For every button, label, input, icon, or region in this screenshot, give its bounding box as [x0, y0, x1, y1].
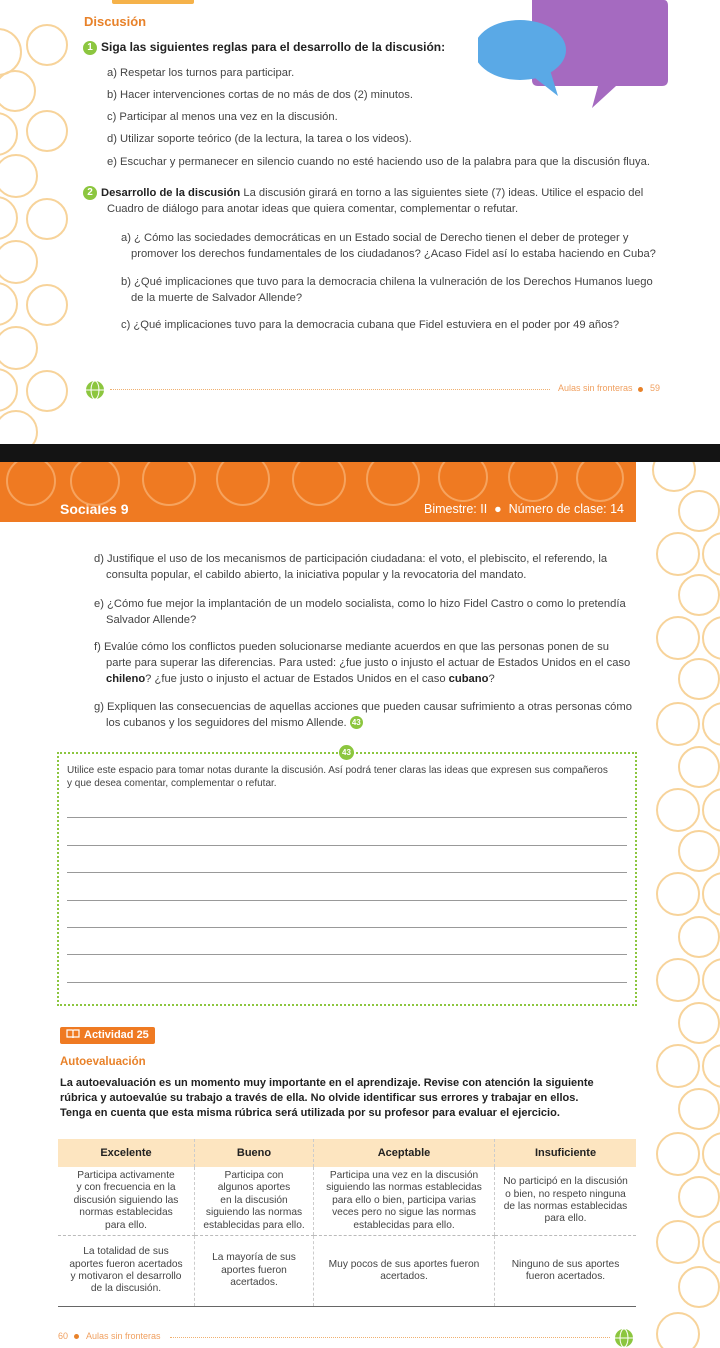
speech-bubbles-icon [478, 0, 668, 110]
notes-instruction-line1: Utilice este espacio para tomar notas durante la discusión. Así podrá tener claras las ideas que expresen sus compañeros [67, 765, 608, 776]
step-number-badge: 2 [83, 186, 97, 200]
rule-c: c) Participar al menos una vez en la discusión. [107, 111, 338, 123]
rubric-cell: La totalidad de sus aportes fueron acertados y motivaron el desarrollo de la discusión. [58, 1236, 195, 1307]
idea-a-line2: promover los derechos fundamentales de los ciudadanos? ¿Acaso Fidel así lo estaba haciendo en Cuba? [131, 248, 656, 260]
class-info: Bimestre: II ● Número de clase: 14 [423, 502, 624, 516]
decorative-circle [656, 1312, 700, 1348]
decorative-circle [702, 1044, 720, 1088]
idea-b-line2: de la muerte de Salvador Allende? [131, 292, 303, 304]
decorative-circle [702, 1220, 720, 1264]
decorative-circle [26, 24, 68, 66]
decorative-circle [702, 788, 720, 832]
notes-instruction-line2: y que desea comentar, complementar o refutar. [67, 778, 277, 789]
idea-g-line1: g) Expliquen las consecuencias de aquellas acciones que pueden causar sufrimiento a otras personas cómo [94, 701, 632, 713]
decorative-circle [0, 28, 22, 76]
decorative-circle [656, 1220, 700, 1264]
idea-f-line1: f) Evalúe cómo los conflictos pueden solucionarse mediante acuerdos en que las personas ponen de su [94, 641, 609, 653]
note-line[interactable] [67, 872, 627, 873]
idea-b-line1: b) ¿Qué implicaciones que tuvo para la democracia chilena la vulneración de los Derechos Humanos luego [121, 276, 653, 288]
idea-d-line1: d) Justifique el uso de los mecanismos de participación ciudadana: el voto, el plebiscito, el referendo, la [94, 553, 608, 565]
decorative-circle [678, 1088, 720, 1130]
subject-label: Sociales 9 [60, 501, 129, 517]
note-line[interactable] [67, 845, 627, 846]
decorative-circle [656, 532, 700, 576]
decorative-circle [0, 112, 18, 156]
rubric-header-cell: Insuficiente [495, 1139, 637, 1167]
decorative-circle [678, 1266, 720, 1308]
decorative-circle [678, 830, 720, 872]
footer-rule [110, 389, 550, 390]
rubric-cell: No participó en la discusión o bien, no respeto ninguna de las normas establecidas para ello. [495, 1167, 637, 1236]
footer-dot [74, 1334, 79, 1339]
decorative-circle [0, 410, 38, 444]
rule-a: a) Respetar los turnos para participar. [107, 67, 295, 79]
idea-f-line2: parte para superar las diferencias. Para usted: ¿fue justo o injusto el actuar de Estados Unidos en el caso [106, 657, 631, 669]
footer-dot [638, 387, 643, 392]
decorative-circle [0, 282, 18, 326]
decorative-circle [702, 958, 720, 1002]
decorative-circle [702, 702, 720, 746]
decorative-circle [656, 958, 700, 1002]
marker-43-icon: 43 [350, 716, 363, 729]
section-title: Discusión [84, 14, 147, 29]
note-line[interactable] [67, 954, 627, 955]
rubric-table [58, 1139, 636, 1307]
marker-43-badge: 43 [339, 745, 354, 760]
rubric-row [58, 1167, 636, 1236]
rubric-cell: Participa con algunos aportes en la discusión siguiendo las normas establecidas para ello. [195, 1167, 314, 1236]
book-icon [66, 1029, 80, 1039]
page-59 [0, 0, 720, 444]
page-gap [0, 444, 720, 462]
decorative-circle [678, 1002, 720, 1044]
rule-d: d) Utilizar soporte teórico (de la lectura, la tarea o los videos). [107, 133, 412, 145]
decorative-circle [678, 916, 720, 958]
rubric-cell: Muy pocos de sus aportes fueron acertados. [314, 1236, 495, 1307]
rubric-header-row [58, 1139, 636, 1167]
decorative-circle [26, 110, 68, 152]
notes-box[interactable] [57, 748, 637, 1006]
decorative-circle [0, 70, 36, 112]
page-60 [0, 462, 720, 1348]
rubric-header-cell: Excelente [58, 1139, 195, 1167]
step-number-badge: 1 [83, 41, 97, 55]
decorative-circle [656, 1044, 700, 1088]
rubric-cell: Participa una vez en la discusión siguiendo las normas establecidas para ello o bien, participa varias veces pero no sigue las normas establecidas para ello. [314, 1167, 495, 1236]
decorative-circle [0, 368, 18, 412]
note-line[interactable] [67, 927, 627, 928]
decorative-circle [702, 1132, 720, 1176]
header-strip [112, 0, 194, 4]
rubric-row [58, 1236, 636, 1307]
idea-e-line1: e) ¿Cómo fue mejor la implantación de un modelo socialista, como lo hizo Fidel Castro o como lo pretendía [94, 598, 626, 610]
decorative-circle [656, 616, 700, 660]
note-line[interactable] [67, 817, 627, 818]
autoevaluation-line1: La autoevaluación es un momento muy importante en el aprendizaje. Revise con atención la siguiente [60, 1077, 594, 1089]
decorative-circle [702, 616, 720, 660]
idea-a-line1: a) ¿ Cómo las sociedades democráticas en un Estado social de Derecho tienen el deber de proteger y [121, 232, 629, 244]
idea-d-line2: consulta popular, el cabildo abierto, la iniciativa popular y la revocatoria del mandato. [106, 569, 527, 581]
decorative-circle [26, 370, 68, 412]
rule-e: e) Escuchar y permanecer en silencio cuando no esté haciendo uso de la palabra para que la discusión fluya. [107, 156, 650, 168]
step-2-intro-line2: Cuadro de diálogo para anotar ideas que quiera comentar, complementar o refutar. [107, 203, 519, 215]
decorative-circle [26, 198, 68, 240]
decorative-circle [678, 746, 720, 788]
rubric-cell: Ninguno de sus aportes fueron acertados. [495, 1236, 637, 1307]
decorative-circle [652, 462, 696, 492]
decorative-circle [678, 1176, 720, 1218]
decorative-circle [656, 702, 700, 746]
rule-b: b) Hacer intervenciones cortas de no más de dos (2) minutos. [107, 89, 413, 101]
globe-icon [85, 380, 105, 400]
autoevaluation-title: Autoevaluación [60, 1056, 146, 1068]
decorative-circle [702, 532, 720, 576]
footer-brand: Aulas sin fronteras [86, 1331, 161, 1341]
decorative-circle [656, 1132, 700, 1176]
activity-badge: Actividad 25 [60, 1027, 155, 1044]
decorative-circle [0, 154, 38, 198]
decorative-circle [0, 240, 38, 284]
decorative-circle [0, 326, 38, 370]
idea-f-line3: chileno? ¿fue justo o injusto el actuar de Estados Unidos en el caso cubano? [106, 673, 495, 685]
step-2-intro: 2 Desarrollo de la discusión La discusión girará en torno a las siguientes siete (7) ideas. Utilice el espacio del [83, 186, 643, 201]
footer-brand: Aulas sin fronteras [558, 383, 633, 393]
rubric-cell: Participa activamente y con frecuencia en la discusión siguiendo las normas establecidas para ello. [58, 1167, 195, 1236]
idea-e-line2: Salvador Allende? [106, 614, 197, 626]
rubric-header-cell: Bueno [195, 1139, 314, 1167]
rubric-header-cell: Aceptable [314, 1139, 495, 1167]
idea-c: c) ¿Qué implicaciones tuvo para la democracia cubana que Fidel estuviera en el poder por 49 años? [121, 319, 620, 331]
globe-icon [614, 1328, 634, 1348]
step-1-title: 1 Siga las siguientes reglas para el desarrollo de la discusión: [83, 40, 445, 55]
autoevaluation-line2: rúbrica y autoevalúe su trabajo a través de ella. No olvide identificar sus errores y trabajar en ellos. [60, 1092, 579, 1104]
decorative-circle [0, 196, 18, 240]
page-number: 60 [58, 1331, 69, 1341]
note-line[interactable] [67, 982, 627, 983]
decorative-circle [702, 872, 720, 916]
decorative-circle [26, 284, 68, 326]
footer-rule [170, 1337, 610, 1338]
decorative-circle [678, 574, 720, 616]
idea-g-line2: los cubanos y los seguidores del mismo Allende. 43 [106, 716, 367, 731]
autoevaluation-line3: Tenga en cuenta que esta misma rúbrica será utilizada por su profesor para evaluar el ejercicio. [60, 1107, 560, 1119]
decorative-circle [678, 490, 720, 532]
decorative-circle [656, 872, 700, 916]
page-number: 59 [650, 383, 661, 393]
rubric-cell: La mayoría de sus aportes fueron acertados. [195, 1236, 314, 1307]
decorative-circle [656, 788, 700, 832]
note-line[interactable] [67, 900, 627, 901]
decorative-circle [678, 658, 720, 700]
